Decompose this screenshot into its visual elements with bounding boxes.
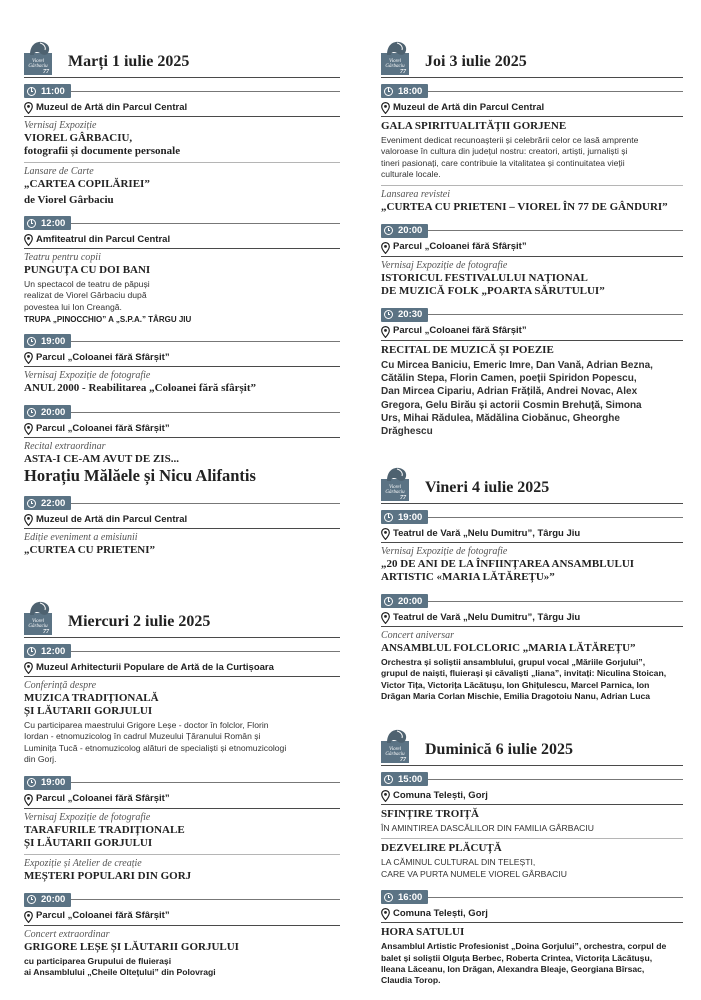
clock-icon [27,337,36,346]
location-text: Muzeul Arhitecturii Populare de Artă de la Curtișoara [36,661,274,673]
time-row [24,776,340,790]
divider [428,314,683,315]
location-row [381,527,683,543]
event-title-line: fotografii și documente personale [24,145,181,157]
event-title-line: ȘI LĂUTARII GORJULUI [24,836,153,849]
time-badge [24,405,71,419]
time-text: 20:00 [41,406,66,418]
event-description-line: Cu participarea maestrului Grigore Leșe - doctor în folclor, Florin [24,720,269,730]
event-title [24,870,340,883]
event-item [381,923,683,991]
time-slot [381,594,683,707]
location-text: Parcul „Coloanei fără Sfârșit” [36,793,170,805]
location-row [381,101,683,117]
event-performers-line: Cu Mircea Baniciu, Emeric Imre, Dan Vană, Adrian Bezna, [381,359,653,371]
time-slot [381,510,683,588]
time-badge [24,496,71,510]
event-description [381,135,683,181]
event-title [24,382,340,395]
divider [71,651,340,652]
day-header [381,464,683,504]
logo-text-line2: Gârbaciu [28,624,48,629]
event-title-line: DE MUZICĂ FOLK „POARTA SĂRUTULUI” [381,284,605,297]
day-sunday [381,726,683,991]
event-description-line: Ansamblul Artistic Profesionist „Doina Gorjului”, orchestra, corpul de [381,941,667,952]
event-title-line: RECITAL DE MUZICĂ ȘI POEZIE [381,343,554,356]
time-text: 19:00 [41,777,66,789]
event-description-line: Luminița Tucă - etnomuzicolog alături de specialiști și etnomuzicologi [24,742,287,753]
divider [428,230,683,231]
event-item [24,677,340,770]
event-performers-line: Cătălin Stepa, Florin Camen, poeții Spiridon Popescu, [381,372,637,384]
location-row [24,513,340,529]
time-slot [24,334,340,399]
event-title [381,642,683,655]
time-slot [24,216,340,328]
event-description-line: Un spectacol de teatru de păpuși [24,279,150,289]
location-text: Muzeul de Artă din Parcul Central [36,101,188,113]
event-description-line: povestea lui Ion Creangă. [24,301,122,312]
event-title [24,941,340,954]
event-item [24,249,340,328]
event-performers-line: Drăghescu [381,426,433,438]
event-item [381,257,683,302]
event-title-line: „CURTEA CU PRIETENI” [24,544,156,557]
location-text: Parcul „Coloanei fără Sfârșit” [36,351,170,363]
time-slot [381,224,683,302]
clock-icon [27,895,36,904]
logo-text-line1: Viorel [389,747,401,752]
location-pin-icon [24,233,33,245]
event-title-line: GRIGORE LEȘE ȘI LĂUTARII GORJULUI [24,940,239,953]
clock-icon [27,647,36,656]
divider [71,91,340,92]
event-title-line: „CURTEA CU PRIETENI – VIOREL ÎN 77 DE GÂNDURI” [381,200,668,213]
event-title-line: ASTA-I CE-AM AVUT DE ZIS... [24,453,179,466]
time-badge [24,84,71,98]
event-description [381,823,683,834]
location-pin-icon [24,351,33,363]
event-item [381,543,683,588]
event-title [381,808,683,821]
event-description-line: cu participarea Grupului de fluierași [24,955,172,966]
location-text: Teatrul de Vară „Nelu Dumitru”, Târgu Jiu [393,611,581,623]
logo-text-line1: Viorel [389,59,401,64]
logo-text-line1: Viorel [389,485,401,490]
event-title [24,453,340,466]
time-badge [381,510,428,524]
festival-logo [381,727,411,763]
event-kicker: Vernisaj Expoziție de fotografie [24,811,151,823]
event-description-line: tineri pasionați, care contribuie la vitalitatea și continuitatea vieții [381,157,625,168]
clock-icon [384,87,393,96]
event-title-line: SFINȚIRE TROIȚĂ [381,808,479,820]
location-text: Amfiteatrul din Parcul Central [36,233,171,245]
event-title [24,264,340,277]
time-text: 19:00 [398,511,423,523]
time-row [24,84,340,98]
event-item [381,117,683,186]
location-text: Parcul „Coloanei fără Sfârșit” [36,910,170,922]
time-text: 11:00 [41,85,65,97]
location-text: Muzeul de Artă din Parcul Central [393,101,545,113]
event-title [381,272,683,298]
event-description-line: LA CĂMINUL CULTURAL DIN TELEȘTI, [381,857,536,868]
event-title-line: „20 DE ANI DE LA ÎNFIINȚAREA ANSAMBLULUI [381,558,635,570]
event-subtitle: de Viorel Gârbaciu [24,194,114,206]
event-kicker: Vernisaj Expoziție [24,120,97,131]
time-text: 12:00 [41,645,66,657]
event-item [24,117,340,163]
event-kicker: Vernisaj Expoziție de fotografie [381,259,508,271]
time-row [381,224,683,238]
event-description-line: Eveniment dedicat recunoașterii și celebrării celor ce lasă amprente [381,135,639,145]
location-row [24,793,340,809]
divider [71,782,340,783]
event-item [24,855,340,887]
logo-number: 77 [400,757,406,763]
event-performers-line: Dan Mircea Cipariu, Adrian Frățilă, Andrei Novac, Alex [381,386,638,398]
event-title [381,201,683,214]
location-text: Parcul „Coloanei fără Sfârșit” [393,325,527,337]
event-description-line: culturale locale. [381,169,441,180]
event-description-line: Claudia Torop. [381,975,441,986]
location-row [24,233,340,249]
location-pin-icon [24,422,33,434]
divider [71,899,340,900]
location-text: Teatrul de Vară „Nelu Dumitru”, Târgu Jiu [393,527,581,539]
time-slot [24,893,340,983]
event-description-line: Ileana Lăceanu, Ion Drăgan, Alexandra Bleaje, Georgiana Bîrsac, [381,964,645,975]
event-title-line: MEȘTERI POPULARI DIN GORJ [24,869,192,882]
time-text: 19:00 [41,335,66,347]
time-text: 20:30 [398,309,423,321]
location-pin-icon [24,513,33,525]
event-performers-line: Urs, Mihai Rădulea, Mădălina Ciobănuc, Gheorghe [381,412,620,424]
event-title [381,926,683,939]
time-slot [24,776,340,887]
location-pin-icon [24,793,33,805]
clock-icon [384,310,393,319]
time-badge [381,308,428,322]
event-description-line: ai Ansamblului „Cheile Olteţului” din Polovragi [24,967,216,978]
day-title: Miercuri 2 iulie 2025 [68,613,211,630]
event-kicker: Concert extraordinar [24,928,110,940]
event-kicker: Recital extraordinar [24,441,106,453]
event-title [381,842,683,855]
event-kicker: Lansarea revistei [381,188,450,200]
event-kicker: Expoziție și Atelier de creație [24,857,142,869]
event-title-line: HORA SATULUI [381,926,465,939]
time-row [24,334,340,348]
time-slot [381,772,683,884]
time-text: 22:00 [41,497,66,509]
location-row [24,661,340,677]
event-item [24,367,340,399]
event-title-line: ȘI LĂUTARII GORJULUI [24,705,153,717]
divider [428,897,683,898]
location-text: Parcul „Coloanei fără Sfârșit” [393,241,527,253]
time-slot [381,890,683,991]
day-header [24,598,340,638]
event-title [24,692,340,718]
clock-icon [27,499,36,508]
logo-text-line1: Viorel [32,59,44,64]
divider [428,91,683,92]
time-row [24,644,340,658]
location-row [381,325,683,341]
divider [71,341,340,342]
location-text: Comuna Telești, Gorj [393,789,488,801]
day-title: Duminică 6 iulie 2025 [425,741,574,758]
event-description [24,279,340,313]
clock-icon [384,226,393,235]
location-row [381,611,683,627]
logo-number: 77 [400,69,406,75]
event-description-line: grupul de naiști, fluierași și căvaliști „Iiana”, invitați: Niculina Stoican, [381,668,667,679]
event-title-line: TARAFURILE TRADIȚIONALE [24,823,185,836]
location-pin-icon [381,241,390,253]
event-description-line: ÎN AMINTIREA DASCĂLILOR DIN FAMILIA GÂRBACIU [381,823,594,833]
day-friday [381,464,683,707]
event-kicker: Conferință despre [24,680,97,691]
event-title-line: ISTORICUL FESTIVALULUI NAȚIONAL [381,271,588,284]
event-title [381,120,683,133]
time-row [381,510,683,524]
event-description [381,657,683,703]
time-text: 20:00 [41,894,66,906]
time-row [381,772,683,786]
event-troupe: TRUPA „PINOCCHIO” A „S.P.A.” TÂRGU JIU [24,315,192,325]
day-thursday [381,38,683,442]
location-pin-icon [381,907,390,919]
event-description-line: realizat de Viorel Gârbaciu după [24,290,147,301]
time-badge [24,334,71,348]
event-item [24,809,340,855]
event-description-line: CARE VA PURTA NUMELE VIOREL GÂRBACIU [381,868,567,879]
clock-icon [384,597,393,606]
location-pin-icon [381,789,390,801]
day-header [381,38,683,78]
day-header [24,38,340,78]
logo-text-line2: Gârbaciu [385,64,405,69]
time-badge [381,224,428,238]
event-title [381,344,683,357]
event-item [24,163,340,210]
event-item [381,627,683,707]
divider [71,412,340,413]
day-title: Joi 3 iulie 2025 [425,53,527,70]
event-description [24,956,340,979]
clock-icon [27,219,36,228]
location-row [381,907,683,923]
event-title [24,178,340,191]
location-row [381,241,683,257]
time-badge [381,772,428,786]
event-title-line: ANSAMBLUL FOLCLORIC „MARIA LĂTĂREȚU” [381,642,636,654]
event-description-line: Orchestra și soliștii ansamblului, grupul vocal „Măriile Gorjului”, [381,657,646,667]
event-description-line: valoroase în cultura din județul nostru: creatori, artiști, jurnaliști și [381,146,628,157]
event-performers [381,359,683,439]
event-title-line: VIOREL GÂRBACIU, [24,132,133,144]
event-item [24,529,340,561]
location-row [24,101,340,117]
time-slot [381,84,683,218]
clock-icon [384,893,393,902]
festival-logo [24,39,54,75]
divider [428,517,683,518]
day-title: Marți 1 iulie 2025 [68,53,190,70]
location-row [381,789,683,805]
event-description [381,941,683,987]
time-text: 15:00 [398,773,423,785]
location-pin-icon [381,611,390,623]
location-text: Comuna Telești, Gorj [393,907,488,919]
event-performers-line: Gregora, Gelu Birău și actorii Cosmin Brehuță, Simona [381,399,642,411]
time-badge [24,776,71,790]
location-pin-icon [24,910,33,922]
location-row [24,910,340,926]
time-row [381,594,683,608]
festival-logo [24,599,54,635]
time-row [381,890,683,904]
event-item [381,805,683,839]
event-title-line: MUZICA TRADIȚIONALĂ [24,692,159,704]
event-description [24,720,340,766]
time-row [381,308,683,322]
time-row [381,84,683,98]
event-kicker: Teatru pentru copii [24,252,101,263]
event-item [381,186,683,218]
logo-number: 77 [43,69,49,75]
event-description-line: din Gorj. [24,754,57,765]
time-row [24,405,340,419]
event-description-line: Iordan - etnomuzicolog în cadrul Muzeului Țăranului Român și [24,731,261,742]
festival-logo [381,465,411,501]
event-kicker: Concert aniversar [381,630,455,641]
festival-logo [381,39,411,75]
location-pin-icon [24,661,33,673]
divider [71,223,340,224]
clock-icon [384,775,393,784]
time-text: 20:00 [398,225,423,237]
time-slot [24,84,340,210]
clock-icon [27,87,36,96]
time-row [24,216,340,230]
time-text: 12:00 [41,217,66,229]
day-title: Vineri 4 iulie 2025 [425,479,550,496]
event-headliners: Horațiu Mălăele și Nicu Alifantis [24,466,256,486]
event-description-line: balet și soliștii Olguța Berbec, Roberta Crintea, Victorița Lăcătușu, [381,952,653,963]
location-text: Muzeul de Artă din Parcul Central [36,513,188,525]
time-row [24,496,340,510]
event-title [24,544,340,557]
event-item [24,438,340,490]
event-title-line: ARTISTIC «MARIA LĂTĂREȚU»” [381,571,555,583]
time-badge [24,893,71,907]
event-title-line: PUNGUȚA CU DOI BANI [24,264,151,276]
time-badge [24,216,71,230]
logo-number: 77 [400,495,406,501]
divider [428,779,683,780]
location-pin-icon [381,527,390,539]
event-title-line: DEZVELIRE PLĂCUȚĂ [381,842,502,855]
event-title-line: GALA SPIRITUALITĂȚII GORJENE [381,120,567,132]
event-kicker: Vernisaj Expoziție de fotografie [381,546,508,557]
time-badge [24,644,71,658]
time-badge [381,890,428,904]
time-slot [24,496,340,561]
time-slot [24,644,340,770]
event-title-line: ANUL 2000 - Reabilitarea „Coloanei fără sfârșit” [24,382,256,395]
time-slot [381,308,683,443]
time-badge [381,84,428,98]
event-description-line: Drăgan Maria Corlan Mischie, Emilia Dragotoiu Nanu, Adrian Luca [381,691,651,702]
divider [71,503,340,504]
location-pin-icon [24,101,33,113]
left-column [24,0,340,1000]
event-title [381,558,683,584]
logo-text-line1: Viorel [32,619,44,624]
location-row [24,422,340,438]
event-description-line: Victor Tița, Victorița Lăcătușu, Ion Ghițulescu, Marcel Parnica, Ion [381,679,650,690]
event-kicker: Ediție eveniment a emisiunii [24,532,138,544]
logo-text-line2: Gârbaciu [385,490,405,495]
event-title [24,132,340,158]
clock-icon [27,408,36,417]
time-text: 16:00 [398,891,423,903]
day-header [381,726,683,766]
event-item [381,839,683,884]
event-title [24,824,340,850]
right-column [381,0,683,1000]
logo-text-line2: Gârbaciu [385,752,405,757]
event-item [24,926,340,983]
time-row [24,893,340,907]
day-wednesday [24,598,340,982]
day-tuesday [24,38,340,561]
clock-icon [27,778,36,787]
divider [428,601,683,602]
time-text: 18:00 [398,85,423,97]
time-slot [24,405,340,490]
location-text: Parcul „Coloanei fără Sfârșit” [36,422,170,434]
time-badge [381,594,428,608]
location-pin-icon [381,325,390,337]
time-text: 20:00 [398,595,423,607]
logo-number: 77 [43,629,49,635]
clock-icon [384,513,393,522]
event-title-line: „CARTEA COPILĂRIEI” [24,178,150,190]
event-kicker: Vernisaj Expoziție de fotografie [24,370,151,382]
event-description [381,857,683,880]
event-item [381,341,683,443]
event-kicker: Lansare de Carte [24,166,94,177]
location-pin-icon [381,101,390,113]
logo-text-line2: Gârbaciu [28,64,48,69]
location-row [24,351,340,367]
